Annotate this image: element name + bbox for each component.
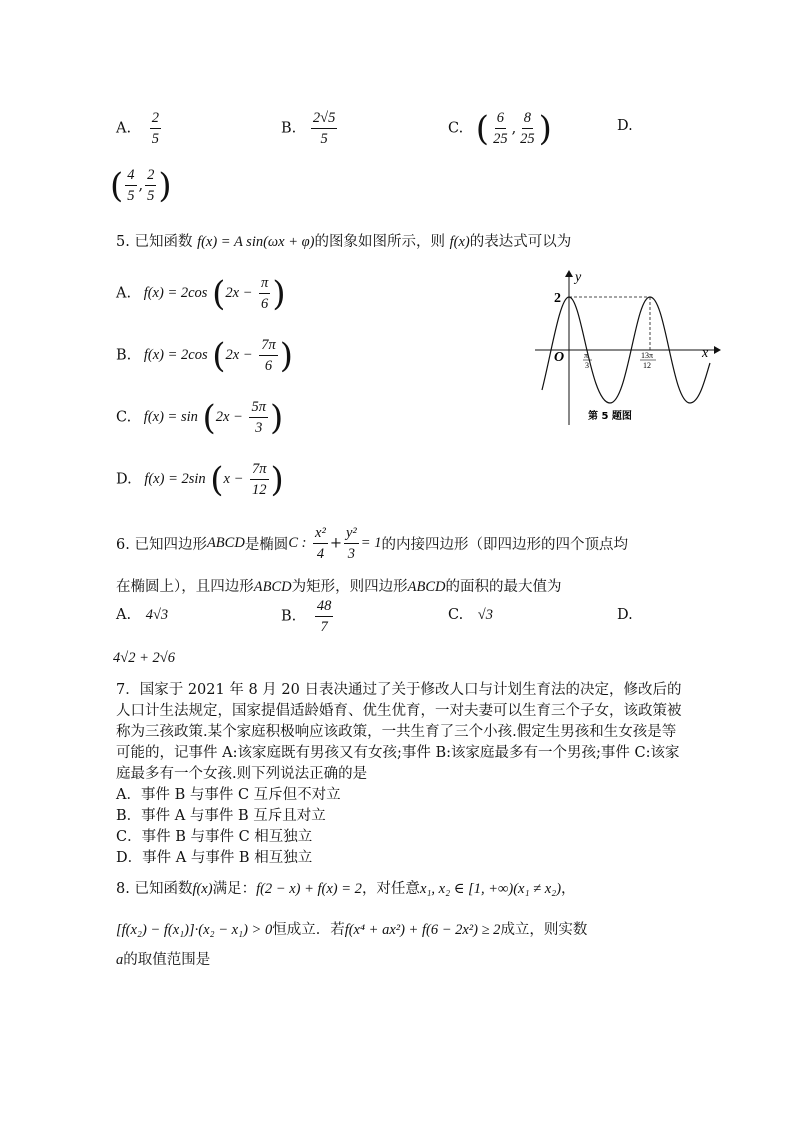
q6-option-d-value: 4√2 + 2√6 xyxy=(113,650,175,666)
max-value-label: 2 xyxy=(554,291,561,306)
q7-option-c: C．事件 B 与事件 C 相互独立 xyxy=(116,829,313,845)
q6-option-b: B. $\frac{48}{7}$ xyxy=(281,598,332,635)
q8-stem-line1: 8. 已知函数f(x)满足：f(2 − x) + f(x) = 2，对任意x₁, x₂ ∈ [1, +∞)(x₁ ≠ x₂)， xyxy=(116,881,576,897)
q8-stem-line3: a的取值范围是 xyxy=(116,952,211,968)
q4-option-b xyxy=(281,108,339,149)
tick2-numerator: 13π xyxy=(641,351,654,360)
q4-option-c-label: C. xyxy=(448,120,464,137)
q6-option-a: A. 4√3 xyxy=(116,607,169,623)
origin-label: O xyxy=(554,350,565,365)
q4-option-a-label: A. xyxy=(116,120,132,137)
q4-option-d-label: D. xyxy=(617,118,633,134)
q4-option-c: C. ( $\frac{6}{25}$ , $\frac{8}{25}$ ) xyxy=(448,108,552,149)
q6-option-c: C. √3 xyxy=(448,607,494,623)
q5-option-a: A. f(x) = 2cos (2x − $\frac{\pi}{6}$ ) xyxy=(116,273,286,314)
q7-option-a: A．事件 B 与事件 C 互斥但不对立 xyxy=(116,787,341,803)
x-axis-label: x xyxy=(702,346,709,361)
q4-option-b-fraction: $\frac{2√5}{5}$ xyxy=(312,110,336,147)
q7-option-d: D．事件 A 与事件 B 相互独立 xyxy=(116,850,313,866)
q4-option-a xyxy=(116,108,163,149)
q5-option-b: B. f(x) = 2cos (2x − $\frac{7\pi}{6}$ ) xyxy=(116,335,293,376)
y-axis-label: y xyxy=(575,270,582,285)
q7-stem: 7．国家于 2021 年 8 月 20 日表决通过了关于修改人口与计划生育法的决定，修改后的人口计生法规定，国家提倡适龄婚育、优生优育，一对夫妻可以生育三个子女，该政策被称为三孩政策.某个家庭积极响应该政策，一共生育了三个小孩.假定生男孩和生女孩是等可能的，记事件 A:该家庭既有男孩又有女孩;事件 B:该家庭最多有一个男孩;事件 C:该家庭最多有一个女孩.则下列说法正确的是 xyxy=(116,682,682,782)
q5-option-d: D. f(x) = 2sin (x − $\frac{7\pi}{12}$ ) xyxy=(116,459,284,500)
figure-caption: 第 5 题图 xyxy=(588,411,632,422)
tick1-numerator: π xyxy=(584,351,589,360)
q5-option-c: C. f(x) = sin (2x − $\frac{5\pi}{3}$ ) xyxy=(116,397,284,438)
tick1-denominator: 3 xyxy=(585,361,589,370)
q7-option-b: B．事件 A 与事件 B 互斥且对立 xyxy=(116,808,326,824)
q4-option-a-fraction: $\frac{2}{5}$ xyxy=(151,110,159,147)
q6-option-d-label: D. xyxy=(617,607,633,623)
q6-stem-line1: 6. 已知四边形ABCD是椭圆C : $\frac{\text{x²}}{4}$ + $\frac{\text{y²}}{3}$ = 1的内接四边形（即四边形的四个顶点均 xyxy=(116,525,628,562)
q4-option-d-value: ( $\frac{4}{5}$ , $\frac{2}{5}$ ) xyxy=(110,165,172,206)
tick2-denominator: 12 xyxy=(643,361,651,370)
q5-figure xyxy=(530,265,730,430)
q8-stem-line2: [f(x₂) − f(x₁)]·(x₂ − x₁) > 0恒成立．若f(x⁴ + ax²) + f(6 − 2x²) ≥ 2成立，则实数 xyxy=(116,922,588,938)
q4-option-b-label: B. xyxy=(281,120,297,137)
q6-stem-line2: 在椭圆上），且四边形ABCD为矩形，则四边形ABCD的面积的最大值为 xyxy=(116,579,562,595)
q5-stem: 5. 已知函数 f(x) = A sin(ωx + φ)的图象如图所示，则 f(x)的表达式可以为 xyxy=(116,234,572,250)
